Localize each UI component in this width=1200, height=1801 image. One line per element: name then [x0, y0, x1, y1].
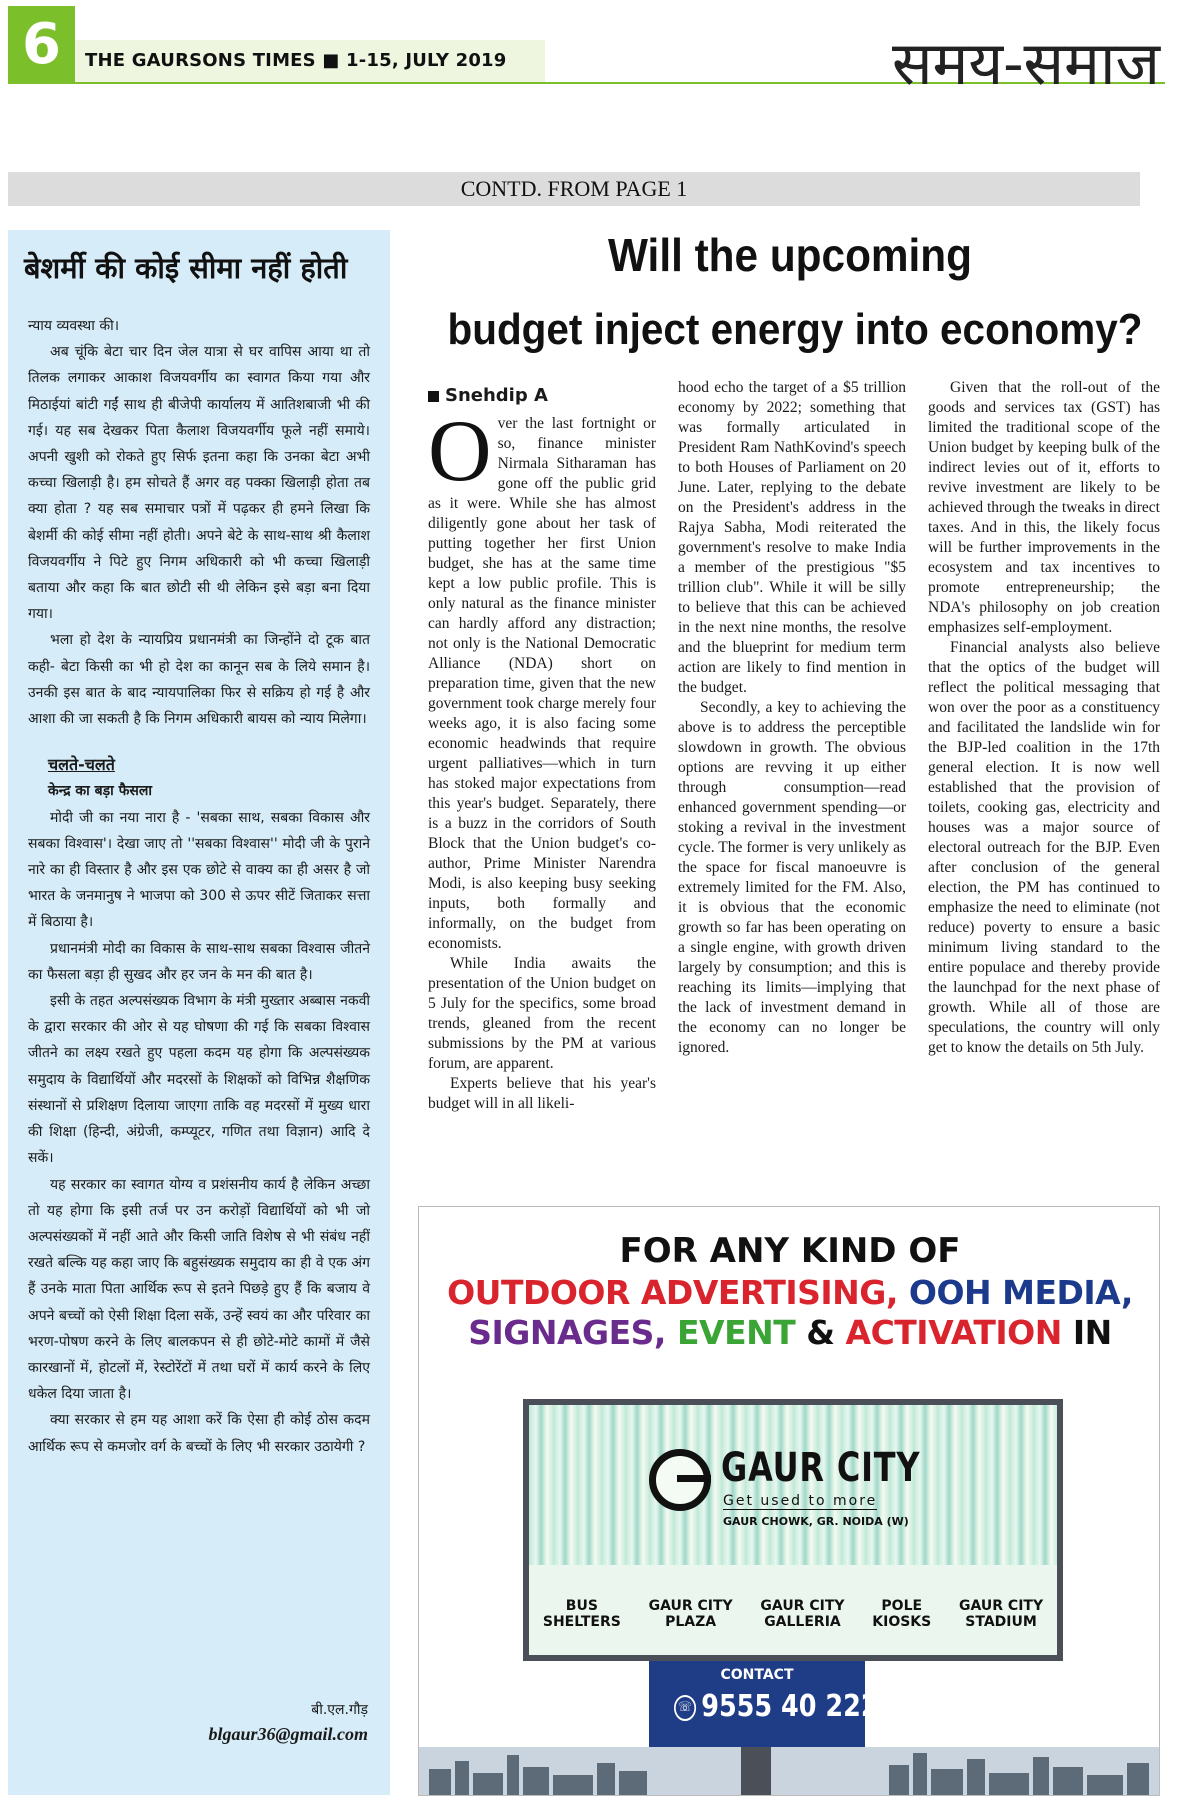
left-paragraph: अब चूंकि बेटा चार दिन जेल यात्रा से घर वापिस आया था तो तिलक लगाकर आकाश विजयवर्गीय का स्वागत किया गया और मिठाईयां बांटी गईं साथ ही बीजेपी कार्यालय में आतिशबाजी भी की गई। यह सब देखकर पिता कैलाश विजयवर्गीय फूले नहीं समाये। अपनी खुशी को रोकते हुए सिर्फ इतना कहा कि उनका बेटा अभी कच्चा खिलाड़ी है। हम सोचते हैं अगर वह पक्का खिलाड़ी होता तब क्या होता ? यह सब समाचार पत्रों में पढ़कर ही हमने लिखा कि बेशर्मी की कोई सीमा नहीं होती। अपने बेटे के साथ-साथ श्री कैलाश विजयवर्गीय ने पिटे हुए निगम अधिकारी को भी कच्चा खिलाड़ी बताया और कहा कि बात छोटी सी थी लेकिन इसे बड़ा बना दिया गया।: [28, 344, 370, 623]
left-article-title: बेशर्मी की कोई सीमा नहीं होती: [24, 251, 348, 285]
ad-signages: SIGNAGES,: [468, 1313, 666, 1352]
contact-phone: 9555 40 2222: [701, 1689, 897, 1724]
phone-icon: ☏: [674, 1695, 696, 1721]
left-paragraph: भला हो देश के न्यायप्रिय प्रधानमंत्री का जिन्होंने दो टूक बात कही- बेटा किसी का भी हो देश का कानून सब के लिये समान है। उनकी इस बात के बाद न्यायपालिका फिर से सक्रिय हो गई है और आशा की जा सकती है कि निगम अधिकारी बायस को न्याय मिलेगा।: [28, 632, 370, 728]
left-paragraph: न्याय व्यवस्था की।: [28, 318, 120, 334]
article-paragraph: hood echo the target of a $5 trillion economy by 2022; something that was formally articulated in President Ram NathKovind's speech to both Houses of Parliament on 20 June. Later, replying to the debate on the President's address in the Rajya Sabha, Modi reiterated the government's resolve to make India a member of the prestigious "$5 trillion club". While it will be silly to believe that this can be achieved in the next nine months, the resolve and the blueprint for medium term action are likely to find mention in the budget.: [678, 379, 906, 696]
article-column-1: [428, 386, 656, 1114]
ad-line-3: [419, 1313, 1160, 1352]
publication-title: THE GAURSONS TIMES ■ 1-15, JULY 2019: [85, 50, 507, 71]
byline-name: Snehdip A: [445, 385, 548, 406]
brand-tagline: Get used to more: [723, 1493, 878, 1509]
page-number: 6: [8, 6, 75, 84]
left-subhead: चलते-चलते: [48, 755, 115, 775]
contact-box: [649, 1661, 897, 1747]
ad-activation: ACTIVATION: [845, 1313, 1062, 1352]
gaur-logo-bar: [677, 1475, 711, 1482]
article-column-3: [928, 378, 1160, 1058]
article-paragraph: Given that the roll-out of the goods and services tax (GST) has limited the traditional scope of the Union budget by keeping bulk of the indirect levies out of it, efforts to revive investment are likely to be achieved through the tweaks in direct taxes. And in this, the likely focus will be further improvements in the ecosystem and tax incentives to promote entrepreneurship; the NDA's philosophy on job creation emphasizes self-employment.: [928, 379, 1160, 636]
contact-label: CONTACT: [720, 1667, 794, 1683]
ad-event: EVENT: [676, 1313, 796, 1352]
left-subsubhead: केन्द्र का बड़ा फैसला: [48, 783, 152, 800]
dropcap: O: [428, 403, 492, 500]
article-paragraph: ver the last fortnight or so, finance minister Nirmala Sitharaman has gone off the public grid as it were. While she has almost diligently gone about her task of putting together her first Union budget, she has at the same time kept a low public profile. This is only natural as the finance minister can hardly afford any distraction; not only is the National Democratic Alliance (NDA) short on preparation time, given that the new government took charge merely four weeks ago, it is also facing some economic headwinds that require urgent palliatives—which in turn has stoked major expectations from this year's budget. Separately, there is a buzz in the corridors of South Block that the Union budget's co-author, Prime Minister Narendra Modi, is also keeping busy seeking inputs, both formally and informally, on the budget from economists.: [428, 415, 656, 952]
article-paragraph: Experts believe that his year's budget will in all likeli-: [428, 1075, 656, 1112]
brand-address: GAUR CHOWK, GR. NOIDA (W): [723, 1515, 909, 1528]
left-article-body: [28, 313, 370, 1460]
ad-line-1: FOR ANY KIND OF: [619, 1231, 961, 1271]
main-title-line1: Will the upcoming: [607, 229, 973, 281]
author-email[interactable]: blgaur36@gmail.com: [208, 1724, 368, 1744]
left-paragraph: यह सरकार का स्वागत योग्य व प्रशंसनीय कार्य है लेकिन अच्छा तो यह होगा कि इसी तर्ज पर उन करोड़ों विद्यार्थियों को भी जो अल्पसंख्यकों में नहीं आते और किसी जाति विशेष से भी संबंध नहीं रखते बल्कि यह कहा जाए कि बहुसंख्यक समुदाय का ही वे एक अंग हैं उनके माता पिता आर्थिक रूप से इतने पिछड़े हुए हैं कि बजाय वे अपने बच्चों को ऐसी शिक्षा दिला सकें, उन्हें स्वयं का और परिवार का भरण-पोषण करने के लिए बालकपन से ही छोटे-मोटे कामों में जैसे कारखानों में, होटलों में, रेस्टोरेंटों में तथा घरों में कार्य करने के लिए धकेल दिया जाता है।: [28, 1176, 370, 1403]
left-paragraph: इसी के तहत अल्पसंख्यक विभाग के मंत्री मुख्तार अब्बास नकवी के द्वारा सरकार की ओर से यह घोषणा की गई कि सबका विश्वास जीतने का लक्ष्य रखते हुए पहला कदम यह होगा कि अल्पसंख्यक समुदाय के विद्यार्थियों और मदरसों के शिक्षकों को विभिन्न शैक्षणिक संस्थानों से प्रशिक्षण दिलाया जाएगा ताकि वह मदरसों में मुख्य धारा की शिक्षा (हिन्दी, अंग्रेजी, कम्प्यूटर, गणित तथा विज्ञान) आदि दे सकें।: [28, 993, 370, 1167]
city-skyline: [419, 1747, 1160, 1796]
left-paragraph: प्रधानमंत्री मोदी का विकास के साथ-साथ सबका विश्वास जीतने का फैसला बड़ा ही सुखद और हर जन के मन की बात है।: [28, 940, 370, 983]
billboard-item: POLE KIOSKS: [872, 1598, 932, 1630]
left-paragraph: क्या सरकार से हम यह आशा करें कि ऐसा ही कोई ठोस कदम आर्थिक रूप से कमजोर वर्ग के बच्चों के लिए भी सरकार उठायेगी ?: [28, 1412, 370, 1455]
brand-name: GAUR CITY: [721, 1445, 921, 1491]
ad-in: IN: [1072, 1313, 1112, 1352]
ad-line-2: [419, 1273, 1160, 1312]
article-paragraph: Secondly, a key to achieving the above is to address the perceptible slowdown in growth. The obvious options are revving it up either through consumption—read enhanced government spending—or stoking a revival in the investment cycle. The former is very unlikely as the space for fiscal manoeuvre is extremely limited for the FM. Also, it is obvious that the economic growth so far has been operating on a single engine, with growth driven largely by consumption; and this is reaching its limits—implying that the lack of investment demand in the economy can no longer be ignored.: [678, 699, 906, 1056]
left-paragraph: मोदी जी का नया नारा है - 'सबका साथ, सबका विकास और सबका विश्वास'। देखा जाए तो ''सबका विश्वास'' मोदी जी के पुराने नारे का ही विस्तार है और इस एक छोटे से वाक्य का ही असर है जो भारत के जनमानुष ने भाजपा को 300 से ऊपर सीटें जिताकर सत्ता में बिठाया है।: [28, 809, 370, 931]
billboard-item: GAUR CITY GALLERIA: [760, 1598, 845, 1630]
billboard-items: [529, 1573, 1057, 1655]
main-title-line2: budget inject energy into economy?: [447, 305, 1143, 354]
article-paragraph: Financial analysts also believe that the optics of the budget will reflect the political messaging that won over the poor as a constituency and facilitated the landslide win for the BJP-led coalition in the 17th general election. It is now well established that the provision of toilets, cooking gas, electricity and houses was a major source of electoral outreach for the BJP. Even after conclusion of the general election, the PM has continued to emphasize the need to eliminate (not reduce) poverty to ensure a basic minimum living standard to the entire populace and thereby provide the launchpad for the next phase of growth. While all of those are speculations, the country will only get to know the details on 5th July.: [928, 639, 1160, 1056]
billboard: [523, 1399, 1063, 1661]
article-paragraph: While India awaits the presentation of the Union budget on 5 July for the specifics, some broad trends, gleaned from the recent submissions by the PM at various forum, are apparent.: [428, 955, 656, 1072]
article-column-2: [678, 378, 906, 1058]
billboard-item: BUS SHELTERS: [542, 1598, 621, 1630]
author-name: बी.एल.गौड़: [311, 1702, 368, 1718]
contd-label: CONTD. FROM PAGE 1: [8, 172, 1140, 206]
ad-outdoor: OUTDOOR ADVERTISING,: [447, 1273, 898, 1312]
byline-square-icon: [428, 391, 439, 402]
contact-phone-row[interactable]: [674, 1689, 897, 1724]
section-title: समय-समाज: [891, 29, 1160, 99]
ad-amp: &: [806, 1313, 835, 1352]
advertisement: [418, 1206, 1160, 1796]
billboard-item: GAUR CITY STADIUM: [959, 1598, 1044, 1630]
billboard-item: GAUR CITY PLAZA: [648, 1598, 733, 1630]
ad-ooh: OOH MEDIA,: [908, 1273, 1133, 1312]
byline: [428, 386, 656, 406]
